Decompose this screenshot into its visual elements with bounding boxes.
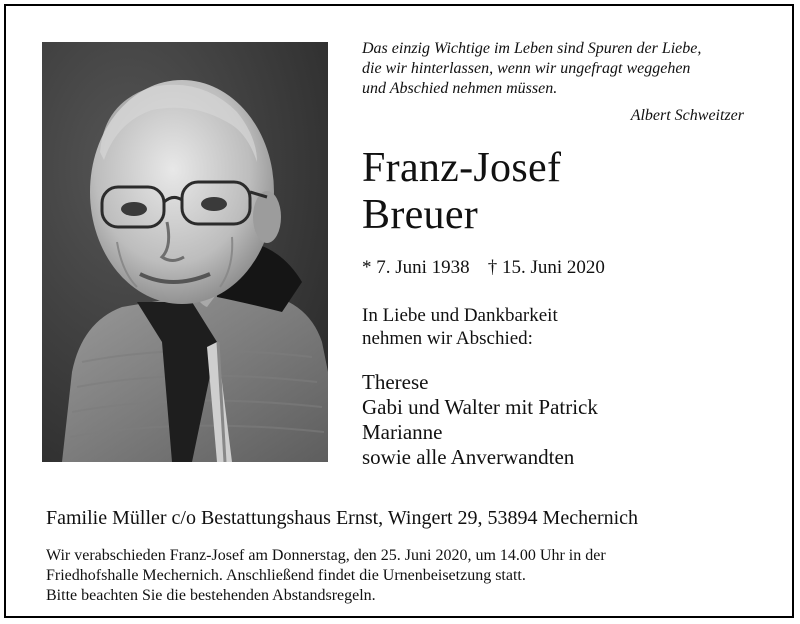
portrait-photo: [42, 42, 328, 462]
quote-line: und Abschied nehmen müssen.: [362, 80, 558, 97]
quote-line: die wir hinterlassen, wenn wir ungefragt weggehen: [362, 60, 691, 77]
family-member: sowie alle Anverwandten: [362, 445, 575, 469]
birth-date: * 7. Juni 1938: [362, 257, 470, 278]
notice-line: Friedhofshalle Mechernich. Anschließend findet die Urnenbeisetzung statt.: [46, 567, 526, 584]
portrait-image: [42, 42, 328, 462]
notice-line: Bitte beachten Sie die bestehenden Abstandsregeln.: [46, 587, 376, 604]
farewell-line: nehmen wir Abschied:: [362, 328, 533, 349]
funeral-notice: [46, 546, 606, 606]
quote-line: Das einzig Wichtige im Leben sind Spuren der Liebe,: [362, 40, 702, 57]
family-list: [362, 370, 598, 470]
obituary-card: [4, 4, 794, 618]
family-member: Therese: [362, 370, 429, 394]
first-name: Franz-Josef: [362, 145, 562, 191]
last-name: Breuer: [362, 192, 479, 238]
death-date: † 15. Juni 2020: [487, 257, 605, 278]
family-member: Marianne: [362, 420, 443, 444]
deceased-name: [362, 145, 561, 239]
family-member: Gabi und Walter mit Patrick: [362, 395, 598, 419]
farewell-text: [362, 304, 558, 350]
quote: [362, 39, 742, 99]
farewell-line: In Liebe und Dankbarkeit: [362, 305, 558, 326]
contact-address: Familie Müller c/o Bestattungshaus Ernst, Wingert 29, 53894 Mechernich: [46, 507, 639, 529]
quote-author: Albert Schweitzer: [630, 107, 744, 124]
life-dates: [362, 257, 605, 279]
notice-line: Wir verabschieden Franz-Josef am Donnerstag, den 25. Juni 2020, um 14.00 Uhr in der: [46, 547, 606, 564]
